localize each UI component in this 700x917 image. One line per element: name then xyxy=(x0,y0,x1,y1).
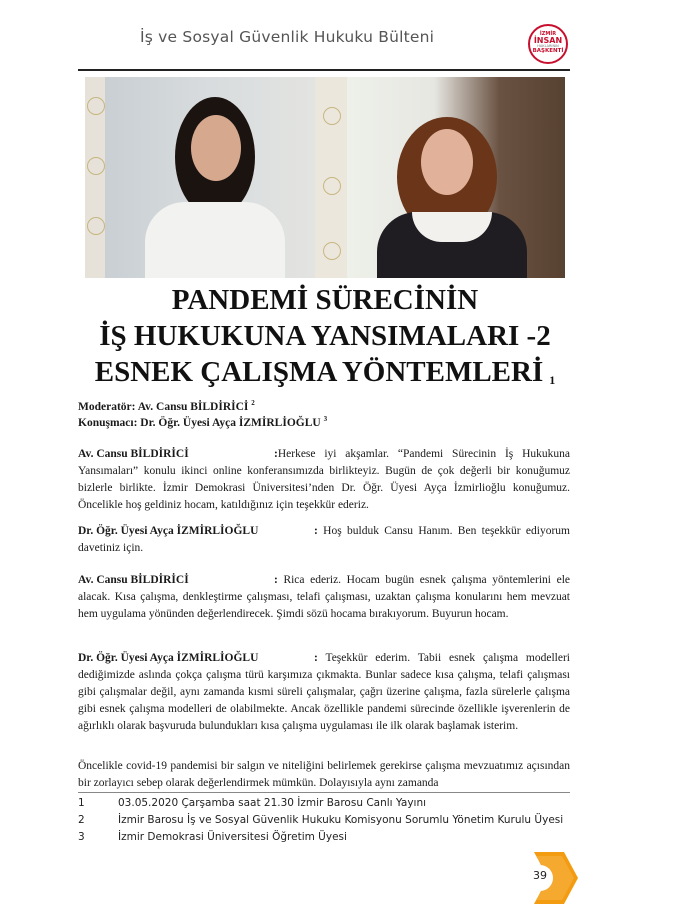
video-call-photo xyxy=(85,77,565,278)
footnote-rule xyxy=(78,792,570,793)
paragraph: Öncelikle covid-19 pandemisi bir salgın ve niteliğini belirlemek gerekirse çalışma mevzuatımız açısından bir zorlayıcı sebep olarak değerlendirmek mümkün. Dolayısıyla aynı zamanda xyxy=(78,760,570,789)
footnote-ref: 1 xyxy=(549,373,556,387)
title-line-2: İŞ HUKUKUNA YANSIMALARI -2 xyxy=(99,320,551,352)
page-number: 39 xyxy=(533,869,547,882)
izmir-logo: İZMİR İNSAN HAKLARININ BAŞKENTİ xyxy=(528,24,568,64)
footnote: 3 İzmir Demokrasi Üniversitesi Öğretim Üyesi xyxy=(78,831,347,843)
speaker-name: Dr. Öğr. Üyesi Ayça İZMİRLİOĞLU xyxy=(78,525,259,537)
speaker-name: Av. Cansu BİLDİRİCİ xyxy=(78,574,189,586)
paragraph: Av. Cansu BİLDİRİCİ :Herkese iyi akşamlar. “Pandemi Sürecinin İş Hukukuna Yansımaları” konulu ikinci online konferansımızda birlikteyiz. Bugün de çok değerli bir konuğumuz bizlerle birlikte. İzmir Demokrasi Üniversitesi’nden Dr. Öğr. Üyesi Ayça İzmirlioğlu konuğumuz. Öncelikle hoş geldiniz hocam, katıldığınız için teşekkür ederiz. xyxy=(78,448,570,511)
paragraph: Dr. Öğr. Üyesi Ayça İZMİRLİOĞLU : Teşekkür ederim. Tabii esnek çalışma modelleri dediğimizde aslında çokça çalışma türü karşımıza çıkmakta. Bunlar sadece kısa çalışma, telafi çalışması gibi çalışmalar değil, aynı zamanda kısmi süreli çalışmalar, çağrı üzerine çalışma, fazla sürelerle çalışma gibi esnek çalışma modelleri de olabilmekte. Ancak özellikle pandemi sürecinde özellikle işverenlerin de ağırlıklı olarak başvuruda bulundukları kısa çalışma uygulaması ile ilk olarak başlamak isterim. xyxy=(78,652,570,732)
footnote: 2 İzmir Barosu İş ve Sosyal Güvenlik Hukuku Komisyonu Sorumlu Yönetim Kurulu Üyesi xyxy=(78,814,564,826)
footnote: 1 03.05.2020 Çarşamba saat 21.30 İzmir Barosu Canlı Yayını xyxy=(78,797,427,809)
speaker-name: Dr. Öğr. Üyesi Ayça İZMİRLİOĞLU xyxy=(78,652,259,664)
header-rule xyxy=(78,69,570,71)
paragraph: Av. Cansu BİLDİRİCİ : Rica ederiz. Hocam bugün esnek çalışma yöntemlerini ele alacak. Kısa çalışma, denkleştirme çalışması, telafi çalışması, uzaktan çalışma konularını hem mevzuat hem uygulama yönünden değerlendirecek. Şimdi sözü hocama bırakıyorum. Buyurun hocam. xyxy=(78,574,570,620)
page-number-badge xyxy=(520,848,582,910)
title-line-1: PANDEMİ SÜRECİNİN xyxy=(171,284,479,316)
speaker-name: Av. Cansu BİLDİRİCİ xyxy=(78,448,189,460)
bulletin-title: İş ve Sosyal Güvenlik Hukuku Bülteni xyxy=(140,28,435,46)
moderator-line: Moderatör: Av. Cansu BİLDİRİCİ $^2$ xyxy=(78,399,255,413)
title-line-3: ESNEK ÇALIŞMA YÖNTEMLERİ $^1$ xyxy=(94,356,556,388)
paragraph: Dr. Öğr. Üyesi Ayça İZMİRLİOĞLU : Hoş bulduk Cansu Hanım. Ben teşekkür ediyorum davetiniz için. xyxy=(78,525,570,554)
speaker-line: Konuşmacı: Dr. Öğr. Üyesi Ayça İZMİRLİOĞLU $^3$ xyxy=(78,415,328,429)
article-title xyxy=(75,282,575,390)
